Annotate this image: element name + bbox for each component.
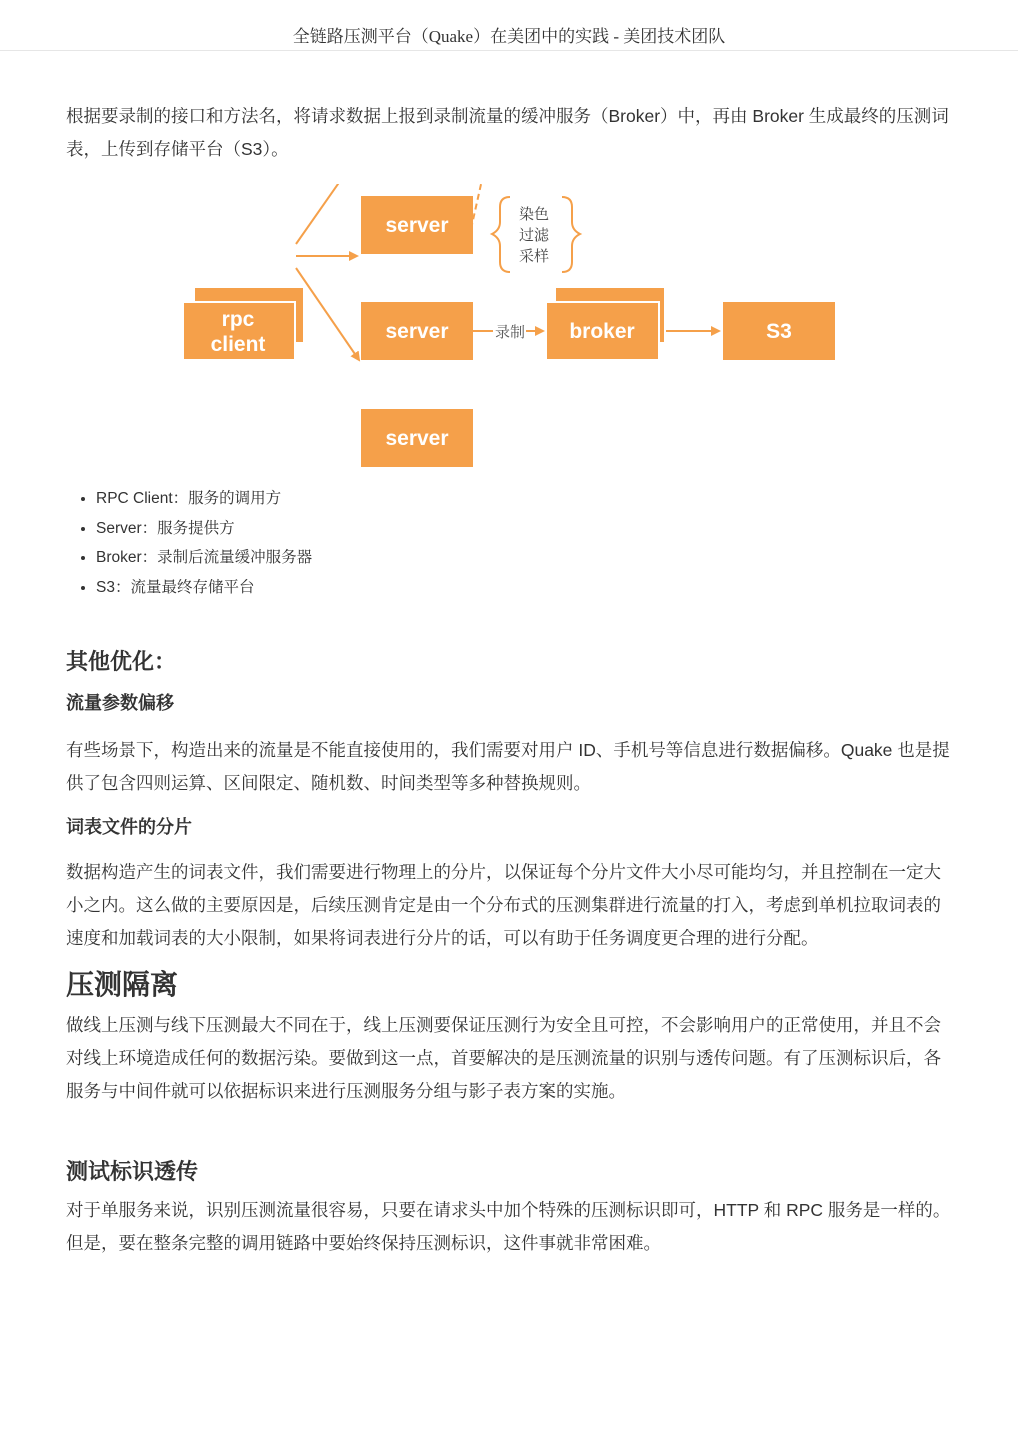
filter-right-brace — [562, 197, 580, 272]
server-bottom-label: server — [385, 427, 449, 450]
arrow-client-to-server-bottom — [296, 268, 359, 360]
filter-left-brace — [492, 197, 510, 272]
arrow-client-to-server-top — [296, 184, 359, 244]
arrow-dashed-to-filter — [471, 184, 490, 229]
other-optimization-heading: 其他优化： — [66, 649, 177, 674]
list-item: • Server：服务提供方 — [96, 514, 956, 544]
intro-paragraph: 根据要录制的接口和方法名，将请求数据上报到录制流量的缓冲服务（Broker）中，再由 Broker 生成最终的压测词表，上传到存储平台（S3）。 — [66, 106, 949, 159]
transmit-paragraph: 对于单服务来说，识别压测流量很容易，只要在请求头中加个特殊的压测标识即可，HTTP 和 RPC 服务是一样的。但是，要在整条完整的调用链路中要始终保持压测标识，这件事就非常困难。 — [66, 1200, 951, 1253]
isolation-heading: 压测隔离 — [66, 969, 179, 1000]
record-label: 录制 — [494, 323, 526, 341]
rpc-client-label-2: client — [210, 333, 266, 356]
transmit-heading: 测试标识透传 — [66, 1159, 199, 1184]
server-mid-label: server — [385, 320, 449, 343]
list-item: • Broker：录制后流量缓冲服务器 — [96, 543, 956, 573]
recording-diagram-svg — [66, 184, 956, 474]
article-content — [66, 100, 956, 1260]
filter-label-sample: 采样 — [518, 247, 550, 265]
shard-paragraph: 数据构造产生的词表文件，我们需要进行物理上的分片，以保证每个分片文件大小尽可能均匀，并且控制在一定大小之内。这么做的主要原因是，后续压测肯定是由一个分布式的压测集群进行流量的打入，考虑到单机拉取词表的速度和加载词表的大小限制，如果将词表进行分片的话，可以有助于任务调度更合理的进行分配。 — [66, 862, 941, 948]
broker-label: broker — [569, 320, 635, 343]
list-item: • RPC Client：服务的调用方 — [96, 484, 956, 514]
rpc-client-label-1: rpc — [221, 308, 255, 331]
filter-label-filter: 过滤 — [518, 226, 550, 244]
filter-label-dye: 染色 — [518, 205, 550, 223]
server-top-label: server — [385, 214, 449, 237]
recording-diagram — [66, 184, 956, 474]
traffic-offset-paragraph: 有些场景下，构造出来的流量是不能直接使用的，我们需要对用户 ID、手机号等信息进行数据偏移。Quake 也是提供了包含四则运算、区间限定、随机数、时间类型等多种替换规则。 — [66, 740, 950, 793]
list-item: • S3：流量最终存储平台 — [96, 573, 956, 603]
page-header-title: 全链路压测平台（Quake）在美团中的实践 - 美团技术团队 — [292, 27, 726, 46]
s3-label: S3 — [766, 320, 792, 343]
header-divider — [0, 50, 1018, 51]
traffic-offset-heading: 流量参数偏移 — [66, 693, 174, 713]
component-list — [66, 484, 956, 602]
shard-heading: 词表文件的分片 — [66, 817, 192, 837]
isolation-paragraph: 做线上压测与线下压测最大不同在于，线上压测要保证压测行为安全且可控，不会影响用户的正常使用，并且不会对线上环境造成任何的数据污染。要做到这一点，首要解决的是压测流量的识别与透传问题。有了压测标识后，各服务与中间件就可以依据标识来进行压测服务分组与影子表方案的实施。 — [66, 1015, 941, 1101]
